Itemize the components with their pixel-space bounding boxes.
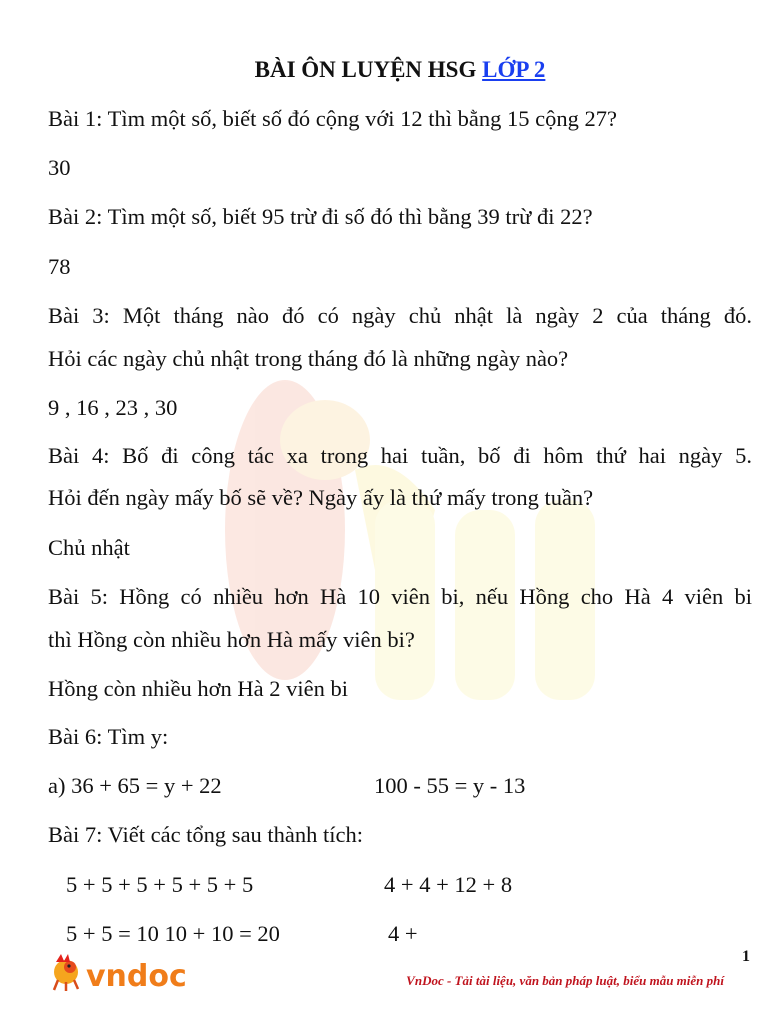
question-5-line-2: thì Hồng còn nhiều hơn Hà mấy viên bi? [48, 627, 415, 652]
answer-2: 78 [48, 254, 71, 279]
rooster-icon [54, 954, 78, 991]
question-4-line-2: Hỏi đến ngày mấy bố sẽ về? Ngày ấy là thứ mấy trong tuần? [48, 485, 594, 510]
answer-6-right: 100 - 55 = y - 13 [374, 773, 526, 798]
answer-6-row [48, 771, 752, 801]
logo-wordmark: vndoc [86, 959, 187, 994]
question-5-line-1: Bài 5: Hồng có nhiều hơn Hà 10 viên bi, nếu Hồng cho Hà 4 viên bi [48, 584, 752, 609]
title-text: BÀI ÔN LUYỆN HSG [254, 57, 483, 82]
question-3-line-2: Hỏi các ngày chủ nhật trong tháng đó là những ngày nào? [48, 346, 569, 371]
question-6: Bài 6: Tìm y: [48, 724, 169, 749]
watermark-logo [205, 330, 625, 730]
question-4-line-1: Bài 4: Bố đi công tác xa trong hai tuần, bố đi hôm thứ hai ngày 5. [48, 443, 752, 468]
grade-link[interactable]: LỚP 2 [482, 57, 546, 82]
footer-tagline: VnDoc - Tải tài liệu, văn bản pháp luật, biểu mẫu miễn phí [406, 973, 724, 988]
answer-6-left: a) 36 + 65 = y + 22 [48, 773, 222, 798]
q7-sum-left: 5 + 5 + 5 + 5 + 5 + 5 [66, 872, 254, 897]
q7-sum-right: 4 + 4 + 12 + 8 [384, 872, 513, 897]
answer-3: 9 , 16 , 23 , 30 [48, 395, 178, 420]
answer-4: Chủ nhật [48, 535, 130, 560]
question-2: Bài 2: Tìm một số, biết 95 trừ đi số đó thì bằng 39 trừ đi 22? [48, 204, 593, 229]
vndoc-logo [48, 950, 188, 996]
q7-work-right: 4 + [388, 921, 418, 946]
question-1: Bài 1: Tìm một số, biết số đó cộng với 12 thì bằng 15 cộng 27? [48, 106, 617, 131]
q7-work-left: 5 + 5 = 10 10 + 10 = 20 [66, 921, 280, 946]
page-number: 1 [742, 948, 750, 965]
answer-5: Hồng còn nhiều hơn Hà 2 viên bi [48, 676, 348, 701]
question-7: Bài 7: Viết các tổng sau thành tích: [48, 822, 364, 847]
question-3-line-1: Bài 3: Một tháng nào đó có ngày chủ nhật là ngày 2 của tháng đó. [48, 303, 752, 328]
page-title [48, 56, 752, 84]
answer-1: 30 [48, 155, 71, 180]
